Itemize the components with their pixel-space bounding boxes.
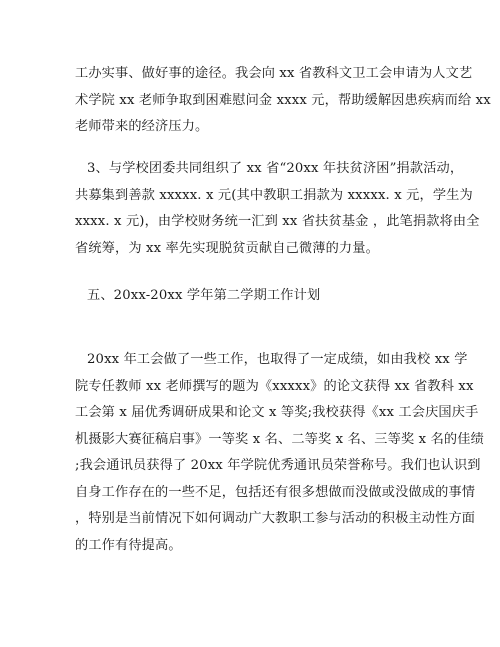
section-heading [75,283,435,310]
paragraph-poverty-donation [75,156,480,262]
paragraph-line: 院专任教师 xx 老师撰写的题为《xxxxx》的论文获得 xx 省教科 xx [75,378,474,394]
paragraph-line: 3、与学校团委共同组织了 xx 省“20xx 年扶贫济困”捐款活动， [87,161,464,176]
paragraph-line: ;我会通讯员获得了 20xx 年学院优秀通讯员荣誉称号。我们也认识到 [75,458,481,473]
paragraph-line: 机摄影大赛征稿启事》一等奖 x 名、二等奖 x 名、三等奖 x 名的佳绩 [75,431,484,447]
section-heading-text: 五、20xx-20xx 学年第二学期工作计划 [87,288,321,303]
paragraph-line: 术学院 xx 老师争取到困难慰问金 xxxx 元，帮助缓解因患疾病而给 xx [75,92,491,108]
paragraph-line: 省统筹，为 xx 率先实现脱贫贡献自己微薄的力量。 [75,240,379,256]
paragraph-line: 20xx 年工会做了一些工作，也取得了一定成绩，如由我校 xx 学 [87,352,468,367]
paragraph-work-plan [75,347,484,559]
paragraph-line: 工会第 x 届优秀调研成果和论文 x 等奖;我校获得《xx 工会庆国庆手 [75,405,479,420]
paragraph-line: 工办实事、做好事的途径。我会向 xx 省教科文卫工会申请为人文艺 [75,66,473,81]
paragraph-line: 自身工作存在的一些不足，包括还有很多想做而没做或没做成的事情 [75,484,476,500]
paragraph-line: 的工作有待提高。 [75,537,182,553]
paragraph-line: ，特别是当前情况下如何调动广大教职工参与活动的积极主动性方面 [75,511,476,526]
paragraph-union-work [75,61,491,141]
paragraph-line: 老师带来的经济压力。 [75,119,209,134]
paragraph-line: 共募集到善款 xxxxx. x 元(其中教职工捐款为 xxxxx. x 元，学生为 [75,187,473,203]
paragraph-line: xxxx. x 元)，由学校财务统一汇到 xx 省扶贫基金 ，此笔捐款将由全 [75,214,480,229]
